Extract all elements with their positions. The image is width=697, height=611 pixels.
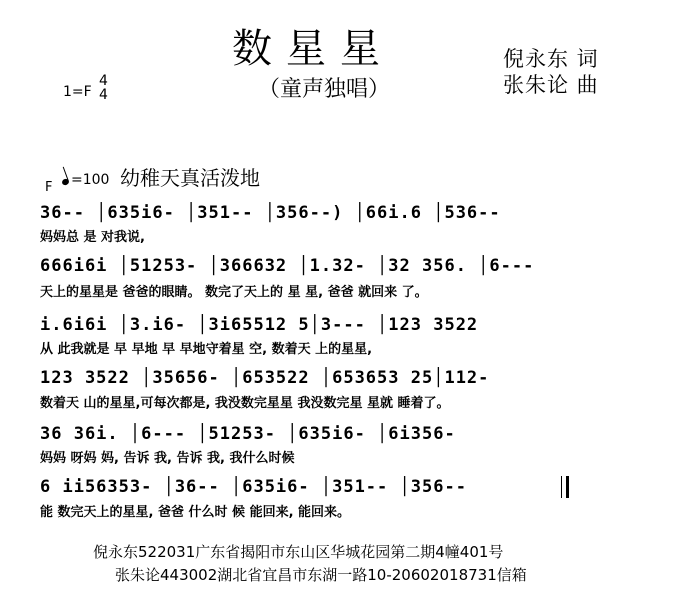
- composer-credit: 张朱论 曲: [503, 73, 599, 97]
- score-line-6-notes: 6 ii56353- │36-- │635i6- │351-- │356--: [40, 477, 467, 497]
- composer-address: 张朱论443002湖北省宜昌市东湖一路10-20602018731信箱: [115, 566, 527, 584]
- lyricist-credit: 倪永东 词: [503, 47, 599, 71]
- time-signature-bottom: 4: [99, 87, 108, 103]
- score-line-1-lyrics: 妈妈总 是 对我说,: [40, 230, 145, 245]
- time-signature: [99, 74, 108, 102]
- final-barline-thin: [561, 476, 562, 498]
- time-signature-top: 4: [99, 73, 108, 89]
- tempo-value: =100: [71, 172, 110, 188]
- tempo-marking: [62, 172, 109, 188]
- score-line-6-lyrics: 能 数完天上的星星, 爸爸 什么时 候 能回来, 能回来。: [40, 505, 351, 520]
- score-line-3-notes: i.6i6i │3.i6- │3i65512 5│3--- │123 3522: [40, 315, 479, 335]
- score-line-4-lyrics: 数着天 山的星星,可每次都是, 我没数完星星 我没数完星 星就 睡着了。: [40, 396, 450, 411]
- score-line-2-lyrics: 天上的星星是 爸爸的眼睛。 数完了天上的 星 星, 爸爸 就回来 了。: [40, 285, 428, 300]
- lyricist-address: 倪永东522031广东省揭阳市东山区华城花园第二期4幢401号: [93, 543, 504, 561]
- final-barline: [566, 476, 569, 498]
- key-signature: 1=F: [63, 84, 92, 100]
- score-line-5-notes: 36 36i. │6--- │51253- │635i6- │6i356-: [40, 424, 456, 444]
- quarter-note-icon: [61, 178, 70, 186]
- score-line-1-notes: 36-- │635i6- │351-- │356--) │66i.6 │536--: [40, 203, 501, 223]
- score-line-2-notes: 666i6i │51253- │366632 │1.32- │32 356. │6---: [40, 256, 535, 276]
- expression-marking: 幼稚天真活泼地: [120, 166, 260, 190]
- score-line-3-lyrics: 从 此我就是 早 早地 早 早地守着星 空, 数着天 上的星星,: [40, 342, 373, 357]
- song-subtitle: （童声独唱）: [258, 77, 391, 102]
- song-title: 数星星: [232, 26, 394, 72]
- score-line-4-notes: 123 3522 │35656- │653522 │653653 25│112-: [40, 368, 490, 388]
- score-line-5-lyrics: 妈妈 呀妈 妈, 告诉 我, 告诉 我, 我什么时候: [40, 451, 295, 466]
- tempo-key: F: [45, 180, 53, 195]
